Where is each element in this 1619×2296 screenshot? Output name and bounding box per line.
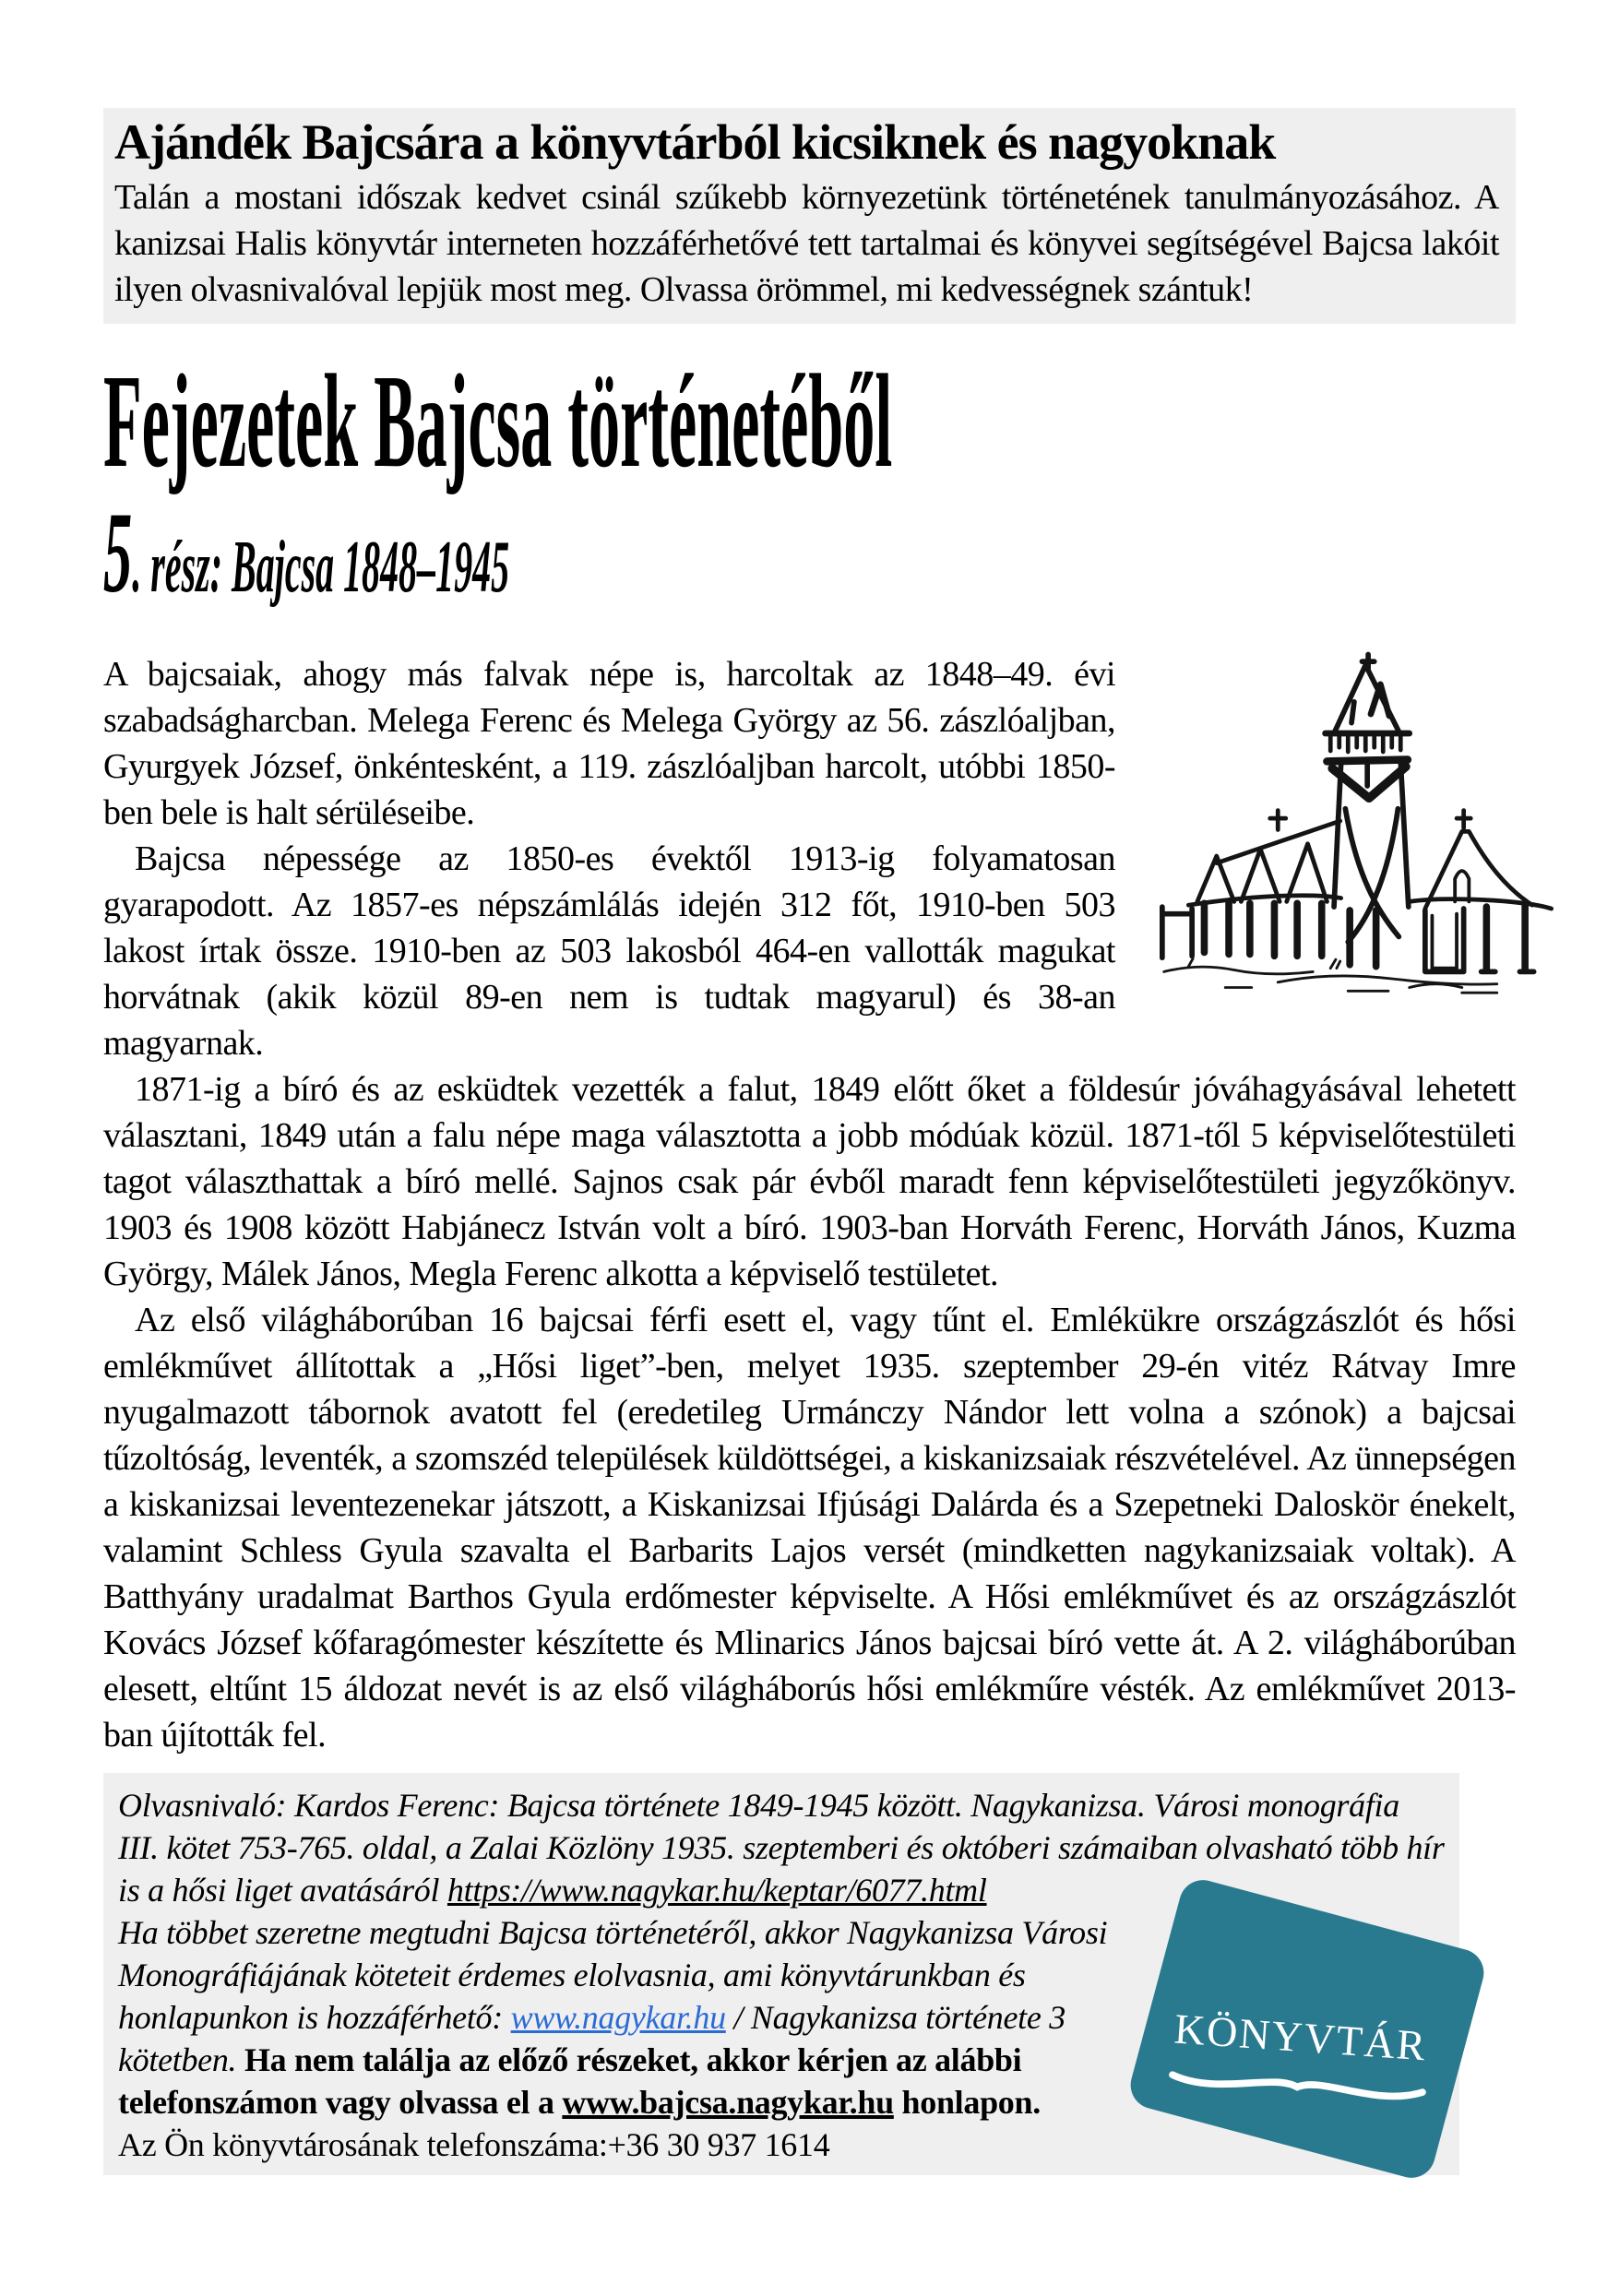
bajcsa-nagykar-link[interactable]: www.bajcsa.nagykar.hu [562,2084,894,2122]
intro-title: Ajándék Bajcsára a könyvtárból kicsiknek és nagyoknak [114,114,1276,170]
missing-parts-note-end: honlapon. [893,2084,1041,2122]
article-body [103,651,1516,1758]
librarian-phone: Az Ön könyvtárosának telefonszáma:+36 30 937 1614 [118,2126,830,2164]
keptar-link[interactable]: https://www.nagykar.hu/keptar/6077.html [446,1872,987,1909]
article-title: Fejezetek Bajcsa történetéből [103,348,893,496]
reading-text: Olvasnivaló: Kardos Ferenc: Bajcsa története 1849-1945 között. Nagykanizsa. Városi monográfia III. kötet 753-765. oldal, a Zalai Közlöny 1935. szeptemberi és októberi számaiban olvasható több hír is a hősi liget avatásáról [118,1787,1445,1909]
body-paragraph-4: Az első világháborúban 16 bajcsai férfi esett el, vagy tűnt el. Emlékükre országzászlót és hősi emlékművet állítottak a „Hősi liget”-ben, melyet 1935. szeptember 29-én vitéz Rátvay Imre nyugalmazott tábornok avatott fel (eredetileg Urmánczy Nándor lett volna a szónok) a bajcsai tűzoltóság, leventék, a szomszéd települések küldöttségei, a kiskanizsaiak részvételével. Az ünnepségen a kiskanizsai leventezenekar játszott, a Kiskanizsai Ifjúsági Dalárda és a Szepetneki Daloskör énekelt, valamint Schless Gyula szavalta el Barbarits Lajos versét (mindketten nagykanizsaiak voltak). A Batthyány uradalmat Barthos Gyula erdőmester képviselte. A Hősi emlékművet és az országzászlót Kovács József kőfaragómester készítette és Mlinarics János bajcsai bíró vette át. A 2. világháborúban elesett, eltűnt 15 áldozat nevét is az első világháborús hősi emlékműre vésték. Az emlékművet 2013-ban újították fel. [103,1301,1516,1755]
footer-box [103,1773,1459,2175]
part-title: . rész: Bajcsa 1848–1945 [132,527,510,609]
more-info [118,1911,1133,2124]
intro-box [103,108,1516,324]
church-drawing-icon [1136,646,1569,996]
document-page [103,108,1516,2175]
body-paragraph-1: A bajcsaiak, ahogy más falvak népe is, harcoltak az 1848–49. évi szabadságharcban. Melega Ferenc és Melega György az 56. zászlóaljban, Gyurgyek József, önkéntesként, a 119. zászlóaljban harcolt, utóbbi 1850-ben bele is halt sérüléseibe. [103,655,1115,833]
more-info-text-2: / Nagykanizsa története 3 kötetben. [118,1999,1065,2079]
body-paragraph-3: 1871-ig a bíró és az esküdtek vezették a falut, 1849 előtt őket a földesúr jóváhagyásával lehetett választani, 1849 után a falu népe maga választotta a jobb módúak közül. 1871-től 5 képviselőtestületi tagot választhattak a bíró mellé. Sajnos csak pár évből maradt fenn képviselőtestületi jegyzőkönyv. 1903 és 1908 között Habjánecz István volt a bíró. 1903-ban Horváth Ferenc, Horváth János, Kuzma György, Málek János, Megla Ferenc alkotta a képviselő testületet. [103,1070,1516,1294]
nagykar-link[interactable]: www.nagykar.hu [510,1999,726,2037]
missing-parts-note: Ha nem találja az előző részeket, akkor kérjen az alábbi telefonszámon vagy olvassa el a [118,2041,1022,2122]
intro-text: Talán a mostani időszak kedvet csinál szűkebb környezetünk történetének tanulmányozásához. A kanizsai Halis könyvtár interneten hozzáférhetővé tett tartalmai és könyvei segítségével Bajcsa lakóit ilyen olvasnivalóval lepjük most meg. Olvassa örömmel, mi kedvességnek szántuk! [114,178,1499,310]
article-subtitle [103,490,810,642]
part-number: 5 [103,490,133,618]
library-logo-label: KÖNYVTÁR [1173,2004,1429,2069]
more-info-text-1: Ha többet szeretne megtudni Bajcsa történetéről, akkor Nagykanizsa Városi Monográfiájának köteteit érdemes elolvasnia, ami könyvtárunkban és honlapunkon is hozzáférhető: [118,1914,1108,2037]
church-illustration [1136,646,1569,996]
body-paragraph-2: Bajcsa népessége az 1850-es évektől 1913-ig folyamatosan gyarapodott. Az 1857-es népszámlálás idején 312 főt, 1910-ben 503 lakost írtak össze. 1910-ben az 503 lakosból 464-en vallották magukat horvátnak (akik közül 89-en nem is tudtak magyarul) és 38-an magyarnak. [103,839,1115,1064]
